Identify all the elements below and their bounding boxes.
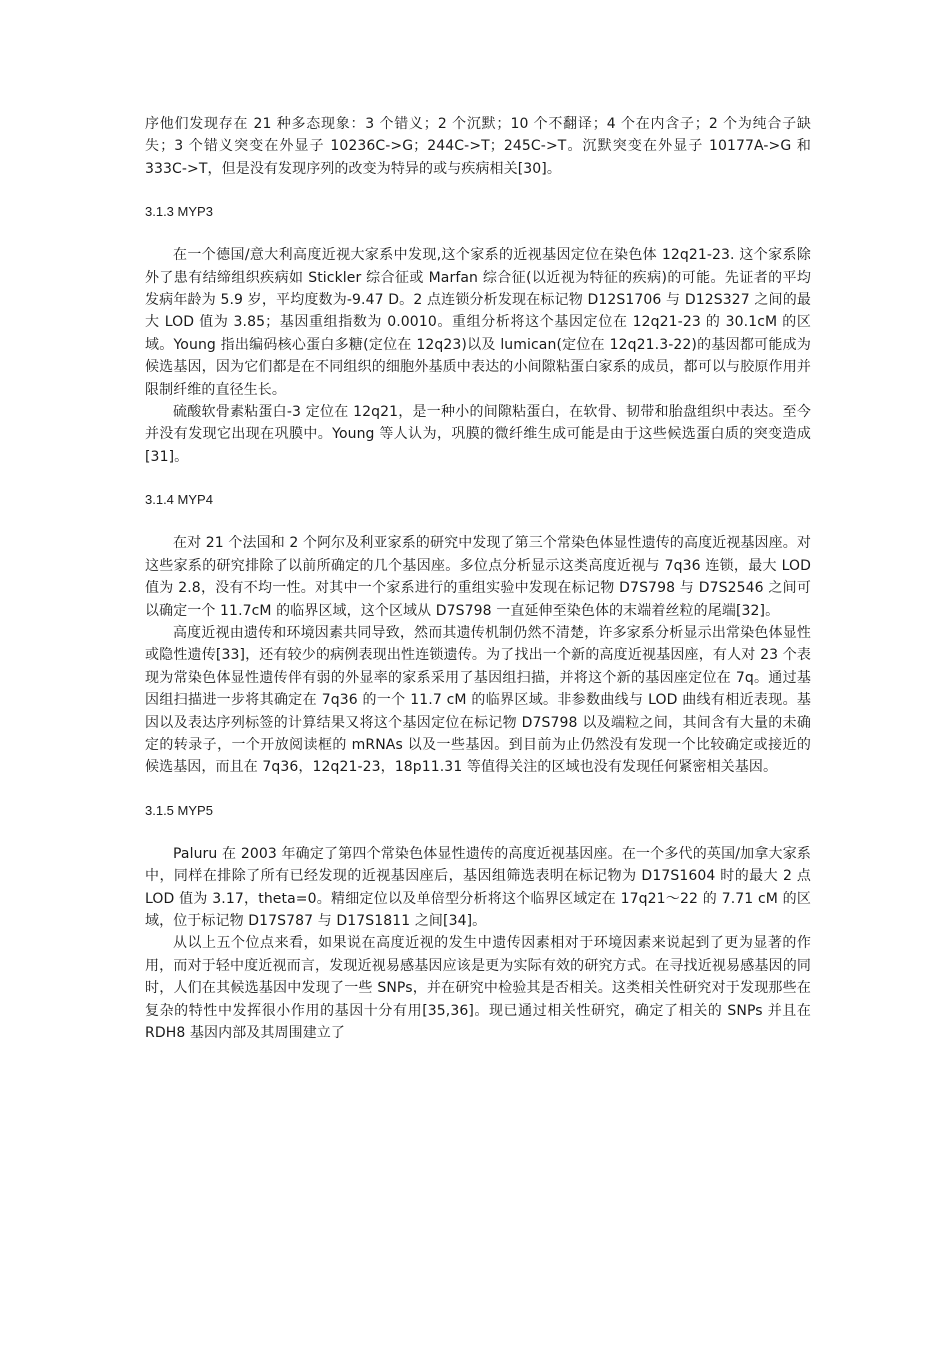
myp4-paragraph-1: 在对 21 个法国和 2 个阿尔及利亚家系的研究中发现了第三个常染色体显性遗传的高度近视基因座。对这些家系的研究排除了以前所确定的几个基因座。多位点分析显示这类高度近视与 7q36 连锁，最大 LOD 值为 2.8，没有不均一性。对其中一个家系进行的重组实验中发现在标记物 D7S798 与 D7S2546 之间可以确定一个 11.7cM 的临界区域，这个区域从 D7S798 一直延伸至染色体的末端着丝粒的尾端[32]。 [145, 535, 811, 619]
section-heading-myp5: 3.1.5 MYP5 [145, 802, 213, 818]
myp3-paragraph-2: 硫酸软骨素粘蛋白-3 定位在 12q21，是一种小的间隙粘蛋白，在软骨、韧带和胎盘组织中表达。至今并没有发现它出现在巩膜中。Young 等人认为，巩膜的微纤维生成可能是由于这些候选蛋白质的突变造成[31]。 [145, 404, 811, 465]
myp4-paragraph-2: 高度近视由遗传和环境因素共同导致，然而其遗传机制仍然不清楚，许多家系分析显示出常染色体显性或隐性遗传[33]，还有较少的病例表现出性连锁遗传。为了找出一个新的高度近视基因座，有人对 23 个表现为常染色体显性遗传伴有弱的外显率的家系采用了基因组扫描，并将这个新的基因座定位在 7q。通过基因组扫描进一步将其确定在 7q36 的一个 11.7 cM 的临界区域。非参数曲线与 LOD 曲线有相近表现。基因以及表达序列标签的计算结果又将这个基因定位在标记物 D7S798 以及端粒之间，其间含有大量的未确定的转录子，一个开放阅读框的 mRNAs 以及一些基因。到目前为止仍然没有发现一个比较确定或接近的候选基因，而且在 7q36，12q21-23，18p11.31 等值得关注的区域也没有发现任何紧密相关基因。 [145, 624, 811, 776]
section-heading-myp4: 3.1.4 MYP4 [145, 492, 213, 508]
myp5-paragraph-2: 从以上五个位点来看，如果说在高度近视的发生中遗传因素相对于环境因素来说起到了更为显著的作用，而对于轻中度近视而言，发现近视易感基因应该是更为实际有效的研究方式。在寻找近视易感基因的同时，人们在其候选基因中发现了一些 SNPs，并在研究中检验其是否相关。这类相关性研究对于发现那些在复杂的特性中发挥很小作用的基因十分有用[35,36]。现已通过相关性研究，确定了相关的 SNPs 并且在 RDH8 基因内部及其周围建立了 [145, 935, 811, 1041]
section-heading-myp3: 3.1.3 MYP3 [145, 204, 213, 220]
intro-paragraph: 序他们发现存在 21 种多态现象：3 个错义；2 个沉默；10 个不翻译；4 个在内含子；2 个为纯合子缺失；3 个错义突变在外显子 10236C->G；244C->T；245C->T。沉默突变在外显子 10177A->G 和 333C->T，但是没有发现序列的改变为特异的或与疾病相关[30]。 [145, 116, 811, 177]
document-page [145, 113, 811, 1044]
myp3-paragraph-1: 在一个德国/意大利高度近视大家系中发现,这个家系的近视基因定位在染色体 12q21-23. 这个家系除外了患有结缔组织疾病如 Stickler 综合征或 Marfan 综合征(以近视为特征的疾病)的可能。先证者的平均发病年龄为 5.9 岁，平均度数为-9.47 D。2 点连锁分析发现在标记物 D12S1706 与 D12S327 之间的最大 LOD 值为 3.85；基因重组指数为 0.0010。重组分析将这个基因定位在 12q21-23 的 30.1cM 的区域。Young 指出编码核心蛋白多糖(定位在 12q23)以及 lumican(定位在 12q21.3-22)的基因都可能成为候选基因，因为它们都是在不同组织的细胞外基质中表达的小间隙粘蛋白家系的成员，都可以与胶原作用并限制纤维的直径生长。 [145, 247, 811, 398]
myp5-paragraph-1: Paluru 在 2003 年确定了第四个常染色体显性遗传的高度近视基因座。在一个多代的英国/加拿大家系中，同样在排除了所有已经发现的近视基因座后，基因组筛选表明在标记物为 D17S1604 时的最大 2 点 LOD 值为 3.17，theta=0。精细定位以及单倍型分析将这个临界区域定在 17q21～22 的 7.71 cM 的区域，位于标记物 D17S787 与 D17S1811 之间[34]。 [145, 845, 811, 929]
